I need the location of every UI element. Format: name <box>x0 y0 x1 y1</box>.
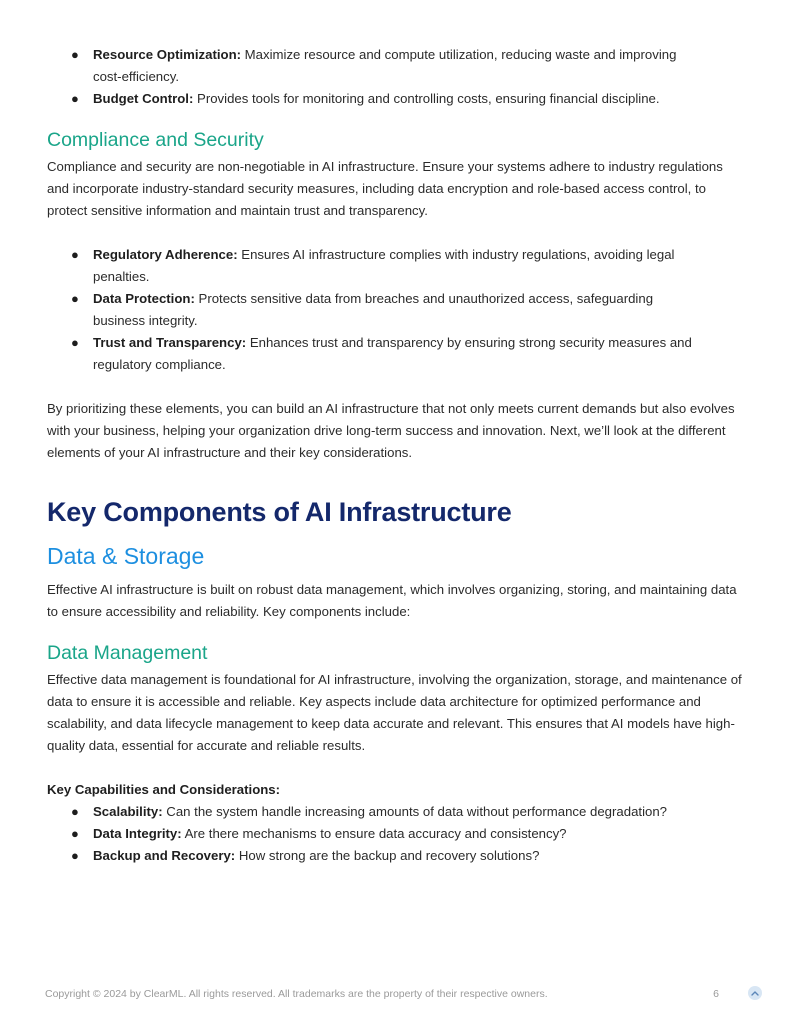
bullet-text: Can the system handle increasing amounts of data without performance degradation? <box>162 804 667 819</box>
data-storage-intro: Effective AI infrastructure is built on robust data management, which involves organizing, storing, and maintaining data to ensure accessibility and reliability. Key components include: <box>47 582 737 619</box>
list-item <box>47 44 747 88</box>
bullet-label: Trust and Transparency: <box>93 335 247 350</box>
bullet-icon: ● <box>71 848 79 863</box>
bullet-text: Ensures AI infrastructure complies with industry regulations, avoiding legal penalties. <box>93 247 675 284</box>
bullet-icon: ● <box>71 47 79 62</box>
page-title: Key Components of AI Infrastructure <box>47 497 512 527</box>
bullet-icon: ● <box>71 804 79 819</box>
bullet-label: Scalability: <box>93 804 163 819</box>
bullet-text: How strong are the backup and recovery solutions? <box>235 848 540 863</box>
bullet-label: Resource Optimization: <box>93 47 242 62</box>
bullet-icon: ● <box>71 247 79 262</box>
bullet-text: Provides tools for monitoring and controlling costs, ensuring financial discipline. <box>193 91 660 106</box>
bullet-text: Enhances trust and transparency by ensuring strong security measures and regulatory compliance. <box>93 335 692 372</box>
bullet-text: Are there mechanisms to ensure data accuracy and consistency? <box>181 826 567 841</box>
chevron-up-icon[interactable] <box>748 986 762 1000</box>
list-item <box>47 823 747 845</box>
data-management-body: Effective data management is foundational for AI infrastructure, involving the organization, storage, and maintenance of data to ensure it is accessible and reliable. Key aspects include data architecture for optimized performance and scalability, and data lifecycle management to keep data accurate and relevant. This ensures that AI models have high-quality data, essential for accurate and reliable results. <box>47 672 742 753</box>
bullet-icon: ● <box>71 291 79 306</box>
section-heading-data-management: Data Management <box>47 642 208 664</box>
list-item <box>47 801 747 823</box>
top-bullet-list <box>47 44 747 110</box>
bullet-icon: ● <box>71 91 79 106</box>
list-item <box>47 845 747 867</box>
section-heading-data-storage: Data & Storage <box>47 543 205 569</box>
page-footer <box>45 986 771 1002</box>
copyright-text: Copyright © 2024 by ClearML. All rights reserved. All trademarks are the property of their respective owners. <box>45 988 548 1000</box>
bullet-label: Backup and Recovery: <box>93 848 236 863</box>
list-item <box>47 244 747 288</box>
capabilities-bullet-list <box>47 801 747 867</box>
bullet-icon: ● <box>71 826 79 841</box>
bullet-label: Data Protection: <box>93 291 195 306</box>
compliance-intro: Compliance and security are non-negotiable in AI infrastructure. Ensure your systems adhere to industry regulations and incorporate industry-standard security measures, including data encryption and role-based access control, to protect sensitive information and maintain trust and transparency. <box>47 159 723 218</box>
bullet-label: Data Integrity: <box>93 826 182 841</box>
bullet-text: Protects sensitive data from breaches and unauthorized access, safeguarding business integrity. <box>93 291 654 328</box>
capabilities-label: Key Capabilities and Considerations: <box>47 782 281 797</box>
list-item <box>47 288 747 332</box>
document-page <box>47 40 747 867</box>
compliance-bullet-list <box>47 244 747 376</box>
list-item <box>47 332 747 376</box>
compliance-closing: By prioritizing these elements, you can build an AI infrastructure that not only meets current demands but also evolves with your business, helping your organization drive long-term success and innovation. Next, we’ll look at the different elements of your AI infrastructure and their key considerations. <box>47 401 735 460</box>
chevron-up-icon-glyph <box>751 990 759 996</box>
section-heading-compliance: Compliance and Security <box>47 129 264 151</box>
bullet-label: Regulatory Adherence: <box>93 247 238 262</box>
list-item <box>47 88 747 110</box>
page-number: 6 <box>713 988 719 1000</box>
bullet-icon: ● <box>71 335 79 350</box>
bullet-text: Maximize resource and compute utilization, reducing waste and improving cost-efficiency. <box>93 47 677 84</box>
bullet-label: Budget Control: <box>93 91 194 106</box>
